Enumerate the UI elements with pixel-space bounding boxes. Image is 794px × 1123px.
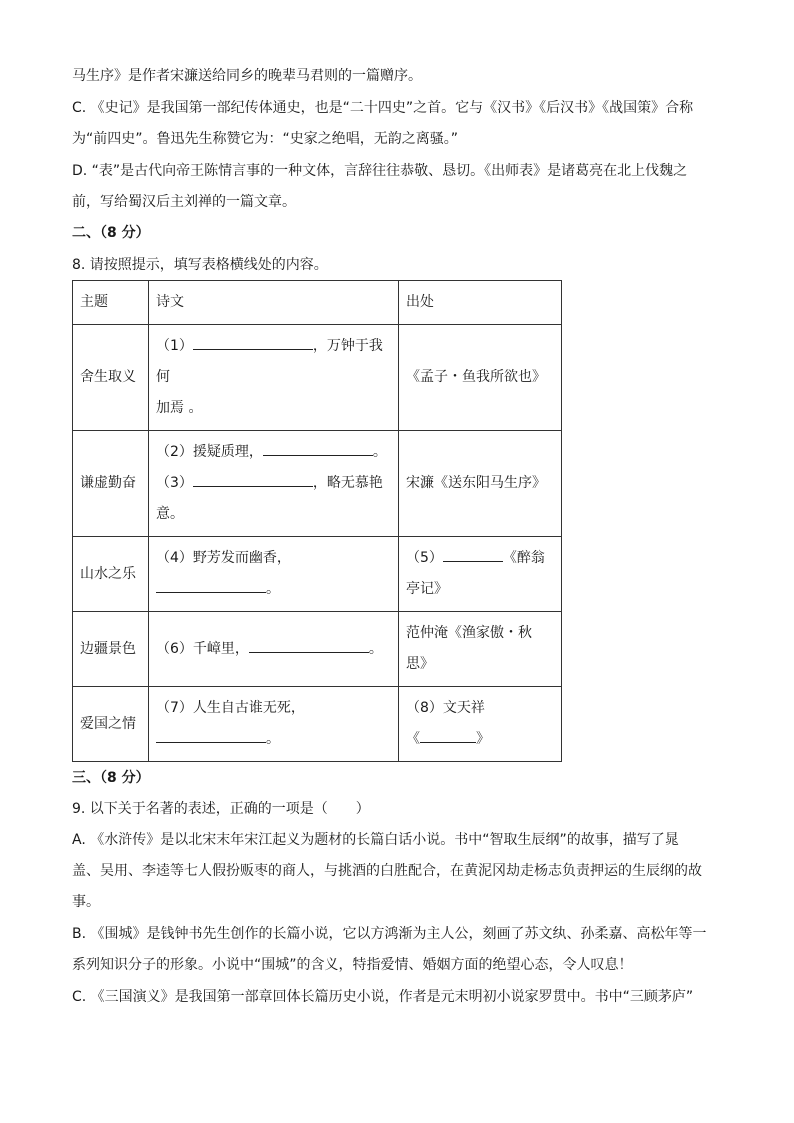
source-text: （5） (406, 550, 443, 566)
option-a-line1: A. 《水浒传》是以北宋末年宋江起义为题材的长篇白话小说。书中“智取生辰纲”的故事，描写了晁 (72, 832, 679, 848)
table-row (73, 612, 562, 687)
text-line: 马生序》是作者宋濂送给同乡的晚辈马君则的一篇赠序。 (72, 68, 422, 84)
answer-blank-6[interactable] (249, 634, 369, 653)
answer-blank-7[interactable] (156, 724, 266, 743)
theme-cell: 边疆景色 (73, 612, 149, 687)
source-cell: 《孟子・鱼我所欲也》 (399, 325, 562, 431)
poem-text: 。 (266, 581, 280, 597)
table-row (73, 431, 562, 537)
theme-cell: 山水之乐 (73, 537, 149, 612)
poem-text: （3） (156, 475, 193, 491)
poem-text: ，略无慕艳 (312, 475, 383, 491)
poem-text: 。 (266, 731, 280, 747)
table-row (73, 537, 562, 612)
poem-text: （7）人生自古谁无死， (156, 700, 305, 716)
source-cell (399, 537, 562, 612)
option-c-line1: C. 《史记》是我国第一部纪传体通史，也是“二十四史”之首。它与《汉书》《后汉书》《战国策》合称 (72, 100, 694, 116)
option-b-line1: B. 《围城》是钱钟书先生创作的长篇小说，它以方鸿渐为主人公，刻画了苏文纨、孙柔嘉、高松年等一 (72, 926, 707, 942)
poem-cell (149, 687, 399, 762)
poem-text: ，万钟于我何 (156, 338, 383, 385)
poem-text: （4）野芳发而幽香， (156, 550, 291, 566)
poem-text: 。 (368, 640, 383, 657)
theme-cell: 舍生取义 (73, 325, 149, 431)
question-9: 9. 以下关于名著的表述，正确的一项是（ ） (72, 801, 370, 817)
poem-cell (149, 431, 399, 537)
header-poem: 诗文 (149, 281, 399, 325)
option-a-line2: 盖、吴用、李逵等七人假扮贩枣的商人，与挑酒的白胜配合，在黄泥冈劫走杨志负责押运的生辰纲的故 (72, 863, 702, 879)
table-row (73, 325, 562, 431)
section-3-heading: 三、（8 分） (72, 770, 150, 786)
fill-in-table (72, 280, 562, 762)
poem-text: （1） (156, 338, 193, 354)
source-text: 思》 (406, 656, 434, 672)
poem-text: 意。 (156, 506, 184, 522)
poem-cell (149, 325, 399, 431)
answer-blank-5[interactable] (443, 543, 503, 562)
source-text: 》 (476, 731, 490, 747)
source-text: （8）文天祥 (406, 700, 485, 716)
theme-cell: 爱国之情 (73, 687, 149, 762)
answer-blank-2[interactable] (263, 437, 373, 456)
source-text: 范仲淹《渔家傲・秋 (406, 625, 532, 641)
poem-text: 。 (372, 444, 387, 460)
answer-blank-8[interactable] (420, 724, 476, 743)
answer-blank-4[interactable] (156, 574, 266, 593)
option-d-line1: D. “表”是古代向帝王陈情言事的一种文体，言辞往往恭敬、恳切。《出师表》是诸葛亮在北上伐魏之 (72, 163, 688, 179)
poem-text: （2）援疑质理， (156, 444, 263, 460)
option-c-line: C. 《三国演义》是我国第一部章回体长篇历史小说，作者是元末明初小说家罗贯中。书中“三顾茅庐” (72, 989, 694, 1005)
source-text: 《醉翁 (502, 550, 545, 566)
option-d-line2: 前，写给蜀汉后主刘禅的一篇文章。 (72, 194, 296, 210)
option-a-line3: 事。 (72, 894, 100, 910)
table-row (73, 687, 562, 762)
theme-cell: 谦虚勤奋 (73, 431, 149, 537)
header-source: 出处 (399, 281, 562, 325)
source-cell: 宋濂《送东阳马生序》 (399, 431, 562, 537)
section-2-heading: 二、（8 分） (72, 225, 150, 241)
option-c-line2: 为“前四史”。鲁迅先生称赞它为：“史家之绝唱，无韵之离骚。” (72, 131, 459, 147)
source-cell (399, 612, 562, 687)
source-text: 亭记》 (406, 581, 448, 597)
answer-blank-3[interactable] (193, 468, 313, 487)
option-b-line2: 系列知识分子的形象。小说中“围城”的含义，特指爱情、婚姻方面的绝望心态，令人叹息！ (72, 957, 633, 973)
poem-cell (149, 537, 399, 612)
header-theme: 主题 (73, 281, 149, 325)
poem-text: 加焉 。 (156, 400, 203, 416)
question-8: 8. 请按照提示，填写表格横线处的内容。 (72, 257, 328, 273)
poem-cell (149, 612, 399, 687)
table-header-row (73, 281, 562, 325)
answer-blank-1[interactable] (193, 331, 313, 350)
source-cell (399, 687, 562, 762)
source-text: 《 (406, 731, 420, 747)
poem-text: （6）千嶂里， (156, 640, 249, 657)
